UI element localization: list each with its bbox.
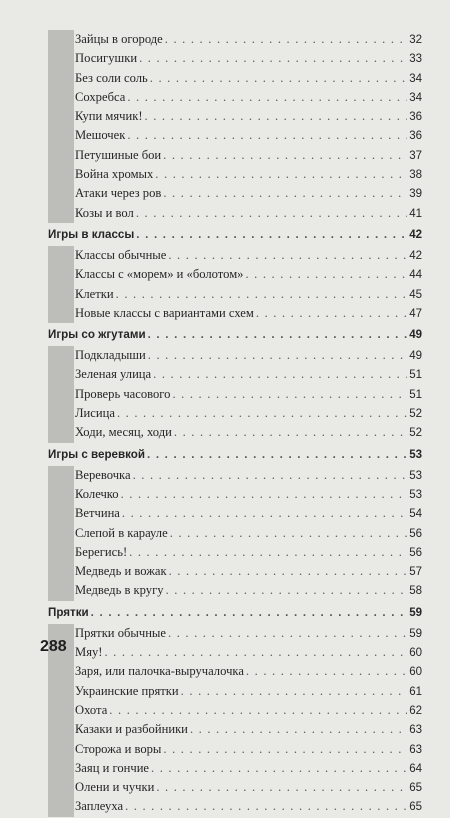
entry-page-number: 51 xyxy=(409,369,422,382)
entry-page-number: 38 xyxy=(409,169,422,182)
toc-entry xyxy=(0,485,450,504)
entry-page-number: 58 xyxy=(409,585,422,598)
entry-title: Заря, или палочка-выручалочка xyxy=(75,664,244,679)
dot-leader xyxy=(148,323,408,346)
entry-title: Мяу! xyxy=(75,645,103,660)
toc-entry xyxy=(0,146,450,165)
entry-page-number: 47 xyxy=(409,307,422,320)
section-page-number: 59 xyxy=(409,606,422,619)
dot-leader xyxy=(122,504,407,523)
entry-page-number: 36 xyxy=(409,130,422,143)
section-title: Игры в классы xyxy=(48,227,135,241)
entry-page-number: 32 xyxy=(409,34,422,46)
toc-entry xyxy=(0,49,450,68)
entry-title: Лисица xyxy=(75,406,115,421)
entry-title: Классы обычные xyxy=(75,247,167,262)
toc-entry xyxy=(0,107,450,126)
dot-leader xyxy=(168,624,407,643)
entry-group xyxy=(0,30,450,223)
entry-page-number: 44 xyxy=(409,269,422,282)
entry-page-number: 34 xyxy=(409,72,422,85)
entry-title: Сохребса xyxy=(75,89,126,104)
entry-group xyxy=(0,624,450,817)
entry-title: Слепой в карауле xyxy=(75,525,168,540)
toc-entry xyxy=(0,524,450,543)
toc-entry xyxy=(0,69,450,88)
entry-title: Сторожа и воры xyxy=(75,741,162,756)
toc-entry xyxy=(0,466,450,485)
entry-title: Ветчина xyxy=(75,506,120,521)
entry-page-number: 39 xyxy=(409,188,422,201)
dot-leader xyxy=(139,49,407,68)
entry-title: Клетки xyxy=(75,286,114,301)
dot-leader xyxy=(104,643,407,662)
dot-leader xyxy=(129,543,407,562)
toc-entry xyxy=(0,285,450,304)
entry-page-number: 61 xyxy=(409,685,422,698)
toc-entry xyxy=(0,504,450,523)
toc-entry xyxy=(0,701,450,720)
entry-page-number: 34 xyxy=(409,91,422,104)
toc-entry xyxy=(0,720,450,739)
toc-entry xyxy=(0,624,450,643)
dot-leader xyxy=(150,69,407,88)
dot-leader xyxy=(151,759,407,778)
entry-group xyxy=(0,346,450,442)
entry-title: Прятки обычные xyxy=(75,625,166,640)
toc-entry xyxy=(0,423,450,442)
dot-leader xyxy=(245,265,407,284)
toc-entry xyxy=(0,543,450,562)
toc-entry xyxy=(0,643,450,662)
entry-title: Атаки через ров xyxy=(75,186,162,201)
entry-title: Зайцы в огороде xyxy=(75,32,163,46)
dot-leader xyxy=(133,466,408,485)
entry-page-number: 37 xyxy=(409,149,422,162)
entry-title: Купи мячик! xyxy=(75,109,143,124)
entry-page-number: 56 xyxy=(409,546,422,559)
entry-title: Веревочка xyxy=(75,467,131,482)
entry-page-number: 53 xyxy=(409,469,422,482)
entry-page-number: 63 xyxy=(409,724,422,737)
toc-entry xyxy=(0,404,450,423)
toc-entry xyxy=(0,778,450,797)
toc-entry xyxy=(0,30,450,49)
dot-leader xyxy=(172,385,407,404)
dot-leader xyxy=(153,365,407,384)
toc-entry xyxy=(0,662,450,681)
section-heading xyxy=(0,601,450,624)
toc-entry xyxy=(0,184,450,203)
entry-page-number: 45 xyxy=(409,288,422,301)
entry-title: Украинские прятки xyxy=(75,683,179,698)
dot-leader xyxy=(163,184,407,203)
dot-leader xyxy=(256,304,407,323)
dot-leader xyxy=(117,404,407,423)
toc-entry xyxy=(0,581,450,600)
entry-page-number: 62 xyxy=(409,704,422,717)
dot-leader xyxy=(136,223,407,246)
toc-entry xyxy=(0,126,450,145)
dot-leader xyxy=(174,423,407,442)
dot-leader xyxy=(169,562,408,581)
section-page-number: 49 xyxy=(409,329,422,342)
entry-page-number: 52 xyxy=(409,408,422,421)
section-title: Игры со жгутами xyxy=(48,328,146,342)
entry-title: Посигушки xyxy=(75,51,138,66)
toc-entry xyxy=(0,304,450,323)
entry-page-number: 36 xyxy=(409,111,422,124)
dot-leader xyxy=(127,88,407,107)
entry-group xyxy=(0,466,450,601)
entry-title: Без соли соль xyxy=(75,70,148,85)
entry-page-number: 60 xyxy=(409,666,422,679)
entry-page-number: 65 xyxy=(409,782,422,795)
entry-page-number: 59 xyxy=(409,627,422,640)
entry-page-number: 53 xyxy=(409,488,422,501)
section-page-number: 42 xyxy=(409,228,422,241)
dot-leader xyxy=(125,797,407,816)
dot-leader xyxy=(156,778,407,797)
entry-page-number: 63 xyxy=(409,743,422,756)
entry-page-number: 33 xyxy=(409,53,422,66)
section-page-number: 53 xyxy=(409,448,422,461)
toc-entry xyxy=(0,759,450,778)
entry-title: Проверь часового xyxy=(75,386,171,401)
table-of-contents xyxy=(0,30,450,817)
section-heading xyxy=(0,223,450,246)
section-heading xyxy=(0,443,450,466)
section-title: Игры с веревкой xyxy=(48,447,145,461)
toc-entry xyxy=(0,204,450,223)
dot-leader xyxy=(127,126,407,145)
dot-leader xyxy=(145,107,408,126)
entry-page-number: 65 xyxy=(409,801,422,814)
entry-page-number: 41 xyxy=(409,207,422,220)
entry-title: Мешочек xyxy=(75,128,126,143)
dot-leader xyxy=(148,346,407,365)
entry-title: Зеленая улица xyxy=(75,367,152,382)
dot-leader xyxy=(136,204,407,223)
toc-entry xyxy=(0,740,450,759)
entry-page-number: 49 xyxy=(409,350,422,363)
entry-title: Новые классы с вариантами схем xyxy=(75,305,254,320)
page-number: 288 xyxy=(40,638,67,655)
entry-title: Охота xyxy=(75,702,108,717)
toc-entry xyxy=(0,797,450,816)
dot-leader xyxy=(91,601,408,624)
dot-leader xyxy=(168,246,407,265)
entry-title: Казаки и разбойники xyxy=(75,722,188,737)
entry-title: Олени и чучки xyxy=(75,780,155,795)
entry-title: Берегись! xyxy=(75,544,128,559)
dot-leader xyxy=(165,30,407,49)
entry-title: Заяц и гончие xyxy=(75,760,150,775)
entry-page-number: 56 xyxy=(409,527,422,540)
entry-page-number: 51 xyxy=(409,388,422,401)
entry-page-number: 64 xyxy=(409,762,422,775)
entry-title: Медведь и вожак xyxy=(75,564,167,579)
entry-page-number: 54 xyxy=(409,508,422,521)
toc-entry xyxy=(0,265,450,284)
entry-page-number: 57 xyxy=(409,566,422,579)
dot-leader xyxy=(246,662,407,681)
section-title: Прятки xyxy=(48,605,89,619)
section-heading xyxy=(0,323,450,346)
toc-entry xyxy=(0,346,450,365)
dot-leader xyxy=(155,165,407,184)
dot-leader xyxy=(163,146,407,165)
entry-title: Заплеуха xyxy=(75,799,124,814)
entry-title: Классы с «морем» и «болотом» xyxy=(75,267,244,282)
entry-title: Подкладыши xyxy=(75,348,146,363)
entry-title: Колечко xyxy=(75,486,119,501)
entry-title: Война хромых xyxy=(75,167,154,182)
entry-title: Петушиные бои xyxy=(75,147,162,162)
entry-title: Ходи, месяц, ходи xyxy=(75,425,172,440)
dot-leader xyxy=(109,701,407,720)
dot-leader xyxy=(163,740,407,759)
dot-leader xyxy=(166,581,408,600)
dot-leader xyxy=(121,485,408,504)
dot-leader xyxy=(190,720,407,739)
toc-entry xyxy=(0,385,450,404)
entry-page-number: 52 xyxy=(409,427,422,440)
toc-entry xyxy=(0,365,450,384)
toc-entry xyxy=(0,562,450,581)
entry-page-number: 42 xyxy=(409,249,422,262)
entry-title: Козы и вол xyxy=(75,205,134,220)
toc-entry xyxy=(0,165,450,184)
entry-title: Медведь в кругу xyxy=(75,583,164,598)
toc-entry xyxy=(0,682,450,701)
dot-leader xyxy=(116,285,408,304)
toc-entry xyxy=(0,88,450,107)
toc-entry xyxy=(0,246,450,265)
dot-leader xyxy=(147,443,407,466)
entry-group xyxy=(0,246,450,323)
entry-page-number: 60 xyxy=(409,647,422,660)
dot-leader xyxy=(181,682,408,701)
dot-leader xyxy=(170,524,408,543)
